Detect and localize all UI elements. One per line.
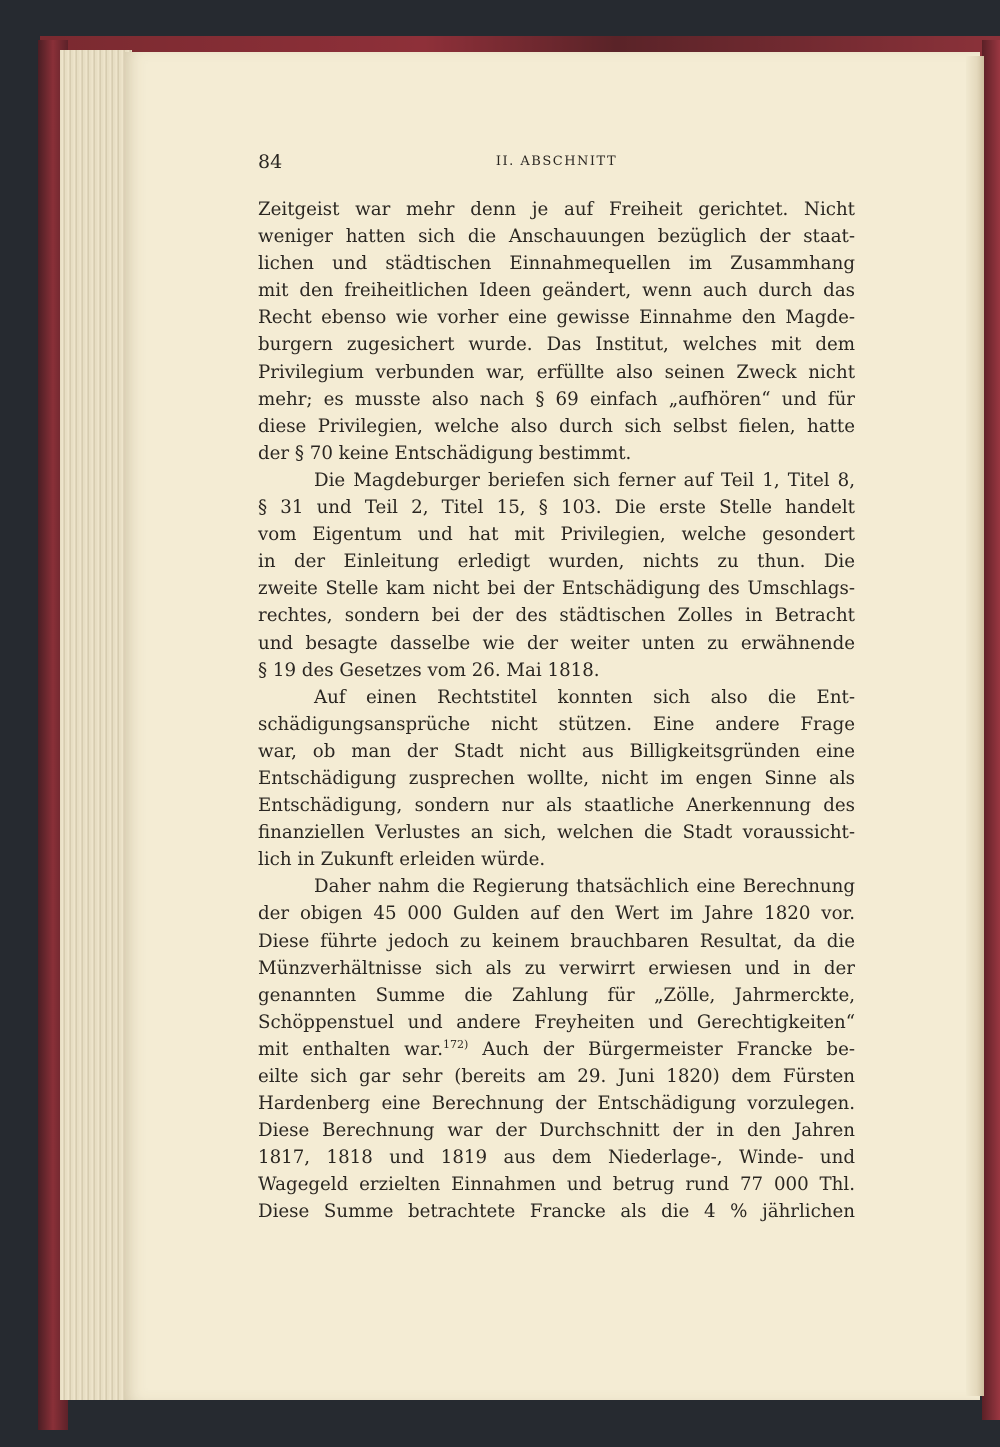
text-line: genannten Summe die Zahlung für „Zölle, Jahrmerckte,: [258, 984, 855, 1006]
text-line: 1817, 1818 und 1819 aus dem Niederlage-, Winde- und: [258, 1147, 855, 1169]
text-line: eilte sich gar sehr (bereits am 29. Juni 1820) dem Fürsten: [258, 1066, 855, 1087]
text-line: in der Einleitung erledigt wurden, nichts zu thun. Die: [258, 551, 855, 573]
text-line: § 19 des Gesetzes vom 26. Mai 1818.: [258, 659, 600, 681]
text-line: Daher nahm die Regierung thatsächlich eine Berechnung: [314, 876, 855, 898]
text-line: Auf einen Rechtstitel konnten sich also die Ent-: [314, 686, 855, 708]
text-line: diese Privilegien, welche also durch sich selbst fielen, hatte: [258, 415, 855, 437]
text-line: Entschädigung zusprechen wollte, nicht im engen Sinne als: [258, 767, 855, 789]
running-head: II. ABSCHNITT: [495, 154, 618, 169]
text-line: Schöppenstuel und andere Freyheiten und Gerechtigkeiten“: [258, 1011, 855, 1033]
text-line: Hardenberg eine Berechnung der Entschädigung vorzulegen.: [258, 1093, 855, 1115]
text-line: Münzverhältnisse sich als zu verwirrt erwiesen und in der: [258, 957, 855, 979]
text-line: mehr; es musste also nach § 69 einfach „aufhören“ und für: [258, 388, 855, 410]
text-line: Recht ebenso wie vorher eine gewisse Einnahme den Magde-: [258, 307, 855, 329]
text-line: der obigen 45 000 Gulden auf den Wert im Jahre 1820 vor.: [258, 903, 855, 925]
book-cover-right: [982, 40, 1000, 1420]
text-line: Entschädigung, sondern nur als staatliche Anerkennung des: [258, 795, 855, 817]
text-line: schädigungsansprüche nicht stützen. Eine andere Frage: [258, 713, 855, 735]
text-line: Diese Berechnung war der Durchschnitt der in den Jahren: [258, 1120, 855, 1142]
text-line: Diese Summe betrachtete Francke als die 4 % jährlichen: [258, 1201, 855, 1223]
text-line: Die Magdeburger beriefen sich ferner auf Teil 1, Titel 8,: [314, 469, 855, 491]
text-line: burgern zugesichert wurde. Das Institut, welches mit dem: [258, 334, 855, 356]
page-number: 84: [258, 151, 283, 173]
text-line: weniger hatten sich die Anschauungen bezüglich der staat-: [258, 226, 855, 248]
text-line: Zeitgeist war mehr denn je auf Freiheit gerichtet. Nicht: [258, 199, 855, 220]
text-line: zweite Stelle kam nicht bei der Entschädigung des Umschlags-: [258, 578, 855, 600]
text-line: Diese führte jedoch zu keinem brauchbaren Resultat, da die: [258, 930, 855, 952]
text-line: und besagte dasselbe wie der weiter unten zu erwähnende: [258, 632, 855, 654]
page-header: [258, 150, 855, 178]
text-line: der § 70 keine Entschädigung bestimmt.: [258, 442, 632, 464]
text-line: Wagegeld erzielten Einnahmen und betrug rund 77 000 Thl.: [258, 1174, 855, 1196]
footnote-reference: 172): [443, 1037, 469, 1051]
body-text: [258, 196, 855, 1226]
text-fragment: mit enthalten war.: [258, 1038, 444, 1060]
text-line: § 31 und Teil 2, Titel 15, § 103. Die erste Stelle handelt: [258, 497, 855, 519]
text-line: mit den freiheitlichen Ideen geändert, wenn auch durch das: [258, 280, 855, 302]
text-line: war, ob man der Stadt nicht aus Billigkeitsgründen eine: [258, 740, 855, 762]
text-line: Privilegium verbunden war, erfüllte also seinen Zweck nicht: [258, 361, 855, 383]
page-right-edge: [966, 56, 984, 1396]
text-fragment: Auch der Bürgermeister Francke be-: [482, 1038, 855, 1060]
text-line: finanziellen Verlustes an sich, welchen die Stadt voraussicht-: [258, 822, 855, 844]
text-line: rechtes, sondern bei der des städtischen Zolles in Betracht: [258, 605, 855, 627]
text-line: vom Eigentum und hat mit Privilegien, welche gesondert: [258, 524, 855, 546]
text-line: lich in Zukunft erleiden würde.: [258, 849, 546, 871]
page-edges: [60, 50, 132, 1400]
text-line-with-footnote: [258, 1036, 855, 1063]
text-line: lichen und städtischen Einnahmequellen im Zusammhang: [258, 253, 855, 275]
